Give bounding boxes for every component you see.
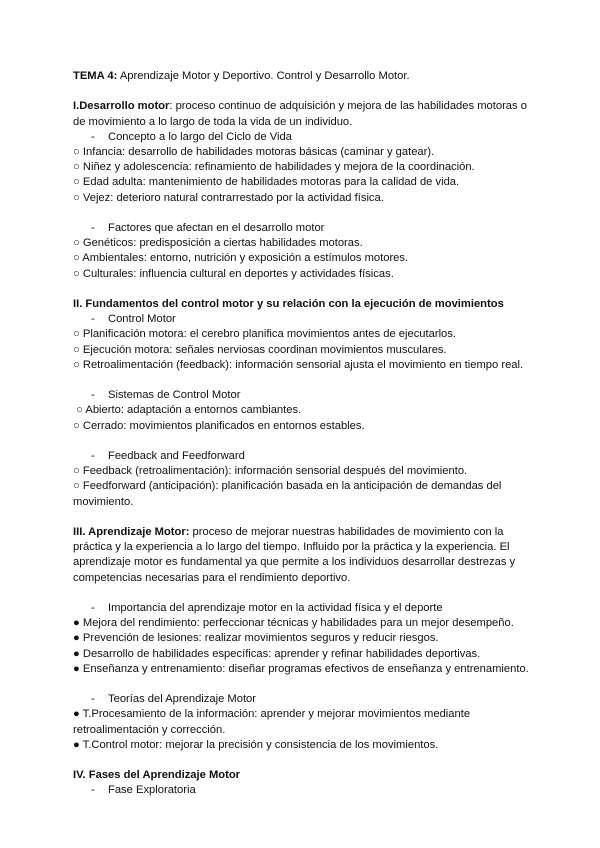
list-item: ○ Feedback (retroalimentación): información sensorial después del movimiento. xyxy=(73,465,468,478)
section-1-heading: I.Desarrollo motor: proceso continuo de adquisición y mejora de las habilidades motoras o de movimiento a lo largo de toda la vida de un individuo. xyxy=(73,100,527,128)
section-1-subheading-2: - Factores que afectan en el desarrollo motor xyxy=(91,222,325,234)
list-item: ● T.Control motor: mejorar la precisión y consistencia de los movimientos. xyxy=(73,738,439,751)
list-item: ○ Infancia: desarrollo de habilidades motoras básicas (caminar y gatear). xyxy=(73,146,435,158)
list-item: ○ Abierto: adaptación a entornos cambiantes. xyxy=(76,404,302,417)
document-title: TEMA 4: Aprendizaje Motor y Deportivo. Control y Desarrollo Motor. xyxy=(73,70,410,82)
list-item: ● T.Procesamiento de la información: aprender y mejorar movimientos mediante retroalimentación y corrección. xyxy=(73,708,471,736)
list-item: ○ Genéticos: predisposición a ciertas habilidades motoras. xyxy=(73,237,363,250)
section-1-subheading-1: - Concepto a lo largo del Ciclo de Vida xyxy=(91,130,292,143)
list-item: ○ Feedforward (anticipación): planificación basada en la anticipación de demandas del movimiento. xyxy=(73,480,502,508)
section-2-subheading-3: - Feedback and Feedforward xyxy=(91,450,245,462)
list-item: ● Prevención de lesiones: realizar movimientos seguros y reducir riesgos. xyxy=(73,632,439,645)
list-item: ○ Retroalimentación (feedback): información sensorial ajusta el movimiento en tiempo real. xyxy=(73,358,524,371)
list-item: ● Enseñanza y entrenamiento: diseñar programas efectivos de enseñanza y entrenamiento. xyxy=(73,662,529,675)
section-3-subheading-1: - Importancia del aprendizaje motor en la actividad física y el deporte xyxy=(91,602,443,614)
section-2-heading: II. Fundamentos del control motor y su relación con la ejecución de movimientos xyxy=(73,298,504,310)
list-item: ○ Ambientales: entorno, nutrición y exposición a estímulos motores. xyxy=(73,252,409,265)
list-item: ○ Niñez y adolescencia: refinamiento de habilidades y mejora de la coordinación. xyxy=(73,161,475,174)
section-3-subheading-2: - Teorías del Aprendizaje Motor xyxy=(91,693,257,706)
list-item: ○ Planificación motora: el cerebro planifica movimientos antes de ejecutarlos. xyxy=(73,328,456,341)
list-item: ● Mejora del rendimiento: perfeccionar técnicas y habilidades para un mejor desempeño. xyxy=(73,617,514,630)
section-4-heading: IV. Fases del Aprendizaje Motor xyxy=(73,769,241,782)
list-item: ○ Cerrado: movimientos planificados en entornos estables. xyxy=(73,419,365,432)
section-2-subheading-2: - Sistemas de Control Motor xyxy=(91,389,241,402)
list-item: ○ Culturales: influencia cultural en deportes y actividades físicas. xyxy=(73,267,394,280)
list-item: ○ Ejecución motora: señales nerviosas coordinan movimientos musculares. xyxy=(73,343,447,356)
section-4-subheading-1: - Fase Exploratoria xyxy=(91,784,196,797)
list-item: ○ Edad adulta: mantenimiento de habilidades motoras para la calidad de vida. xyxy=(73,176,460,189)
section-2-subheading-1: - Control Motor xyxy=(91,313,176,326)
section-3-heading: III. Aprendizaje Motor: proceso de mejorar nuestras habilidades de movimiento con la práctica y la experiencia a lo largo del tiempo. Influido por la práctica y la experiencia. El aprendizaje motor es fundamental ya que permite a los individuos desarrollar destrezas y competencias necesarias para el rendimiento deportivo. xyxy=(73,526,516,584)
list-item: ● Desarrollo de habilidades específicas: aprender y refinar habilidades deportivas. xyxy=(73,647,481,660)
list-item: ○ Vejez: deterioro natural contrarrestado por la actividad física. xyxy=(73,191,384,204)
